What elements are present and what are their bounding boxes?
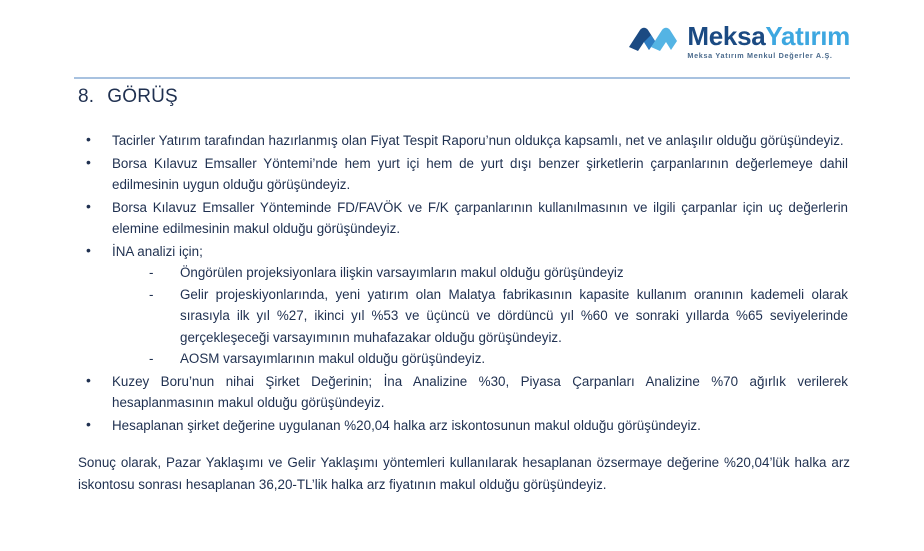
header-divider — [74, 77, 850, 79]
list-item: • Borsa Kılavuz Emsaller Yönteminde FD/FAVÖK ve F/K çarpanlarının kullanılmasının ve ilgili çarpanlar için uç değerlerin elemine edilmesinin makul olduğu görüşündeyiz. — [112, 197, 850, 240]
section-number: 8. — [78, 86, 95, 107]
list-item: • Kuzey Boru’nun nihai Şirket Değerinin; İna Analizine %30, Piyasa Çarpanları Analizine %70 ağırlık verilerek hesaplanmasının makul olduğu görüşündeyiz. — [112, 371, 850, 414]
list-item: • Hesaplanan şirket değerine uygulanan %20,04 halka arz iskontosunun makul olduğu görüşündeyiz. — [112, 415, 850, 437]
logo-wordmark — [687, 23, 850, 49]
page-header — [0, 0, 924, 72]
section-title-text: GÖRÜŞ — [107, 86, 178, 107]
list-item: - Öngörülen projeksiyonlara ilişkin varsayımların makul olduğu görüşündeyiz — [180, 262, 848, 284]
logo-text-group — [687, 22, 850, 60]
document-content — [0, 86, 924, 496]
list-item: - Gelir projeskiyonlarında, yeni yatırım olan Malatya fabrikasının kapasite kullanım oranının kademeli olarak sırasıyla ilk yıl %27, ikinci yıl %53 ve üçüncü ve dördüncü yıl %60 ve sonraki yıllarda %65 seviyelerinde gerçekleşeceği varsayımının muhafazakar olduğu görüşündeyiz. — [180, 284, 848, 349]
opinion-list — [0, 130, 924, 436]
company-logo — [627, 22, 850, 60]
list-item — [112, 241, 850, 370]
page-title — [78, 86, 924, 108]
logo-word-meksa: Meksa — [687, 21, 766, 51]
list-item-label: İNA analizi için; — [112, 243, 203, 259]
logo-tagline: Meksa Yatırım Menkul Değerler A.Ş. — [687, 51, 833, 60]
list-item: • Borsa Kılavuz Emsaller Yöntemi’nde hem yurt içi hem de yurt dışı benzer şirketlerin çarpanlarının değerlemeye dahil edilmesinin uygun olduğu görüşündeyiz. — [112, 153, 850, 196]
ina-sub-list — [112, 262, 848, 370]
list-item: - AOSM varsayımlarının makul olduğu görüşündeyiz. — [180, 348, 848, 370]
closing-paragraph: Sonuç olarak, Pazar Yaklaşımı ve Gelir Yaklaşımı yöntemleri kullanılarak hesaplanan özsermaye değerine %20,04’lük halka arz iskontosu sonrası hesaplanan 36,20-TL’lik halka arz fiyatının makul olduğu görüşündeyiz. — [78, 455, 850, 492]
list-item: • Tacirler Yatırım tarafından hazırlanmış olan Fiyat Tespit Raporu’nun oldukça kapsamlı, net ve anlaşılır olduğu görüşündeyiz. — [112, 130, 850, 152]
logo-word-yatirim: Yatırım — [765, 21, 850, 51]
meksa-logo-mark-icon — [627, 22, 679, 56]
